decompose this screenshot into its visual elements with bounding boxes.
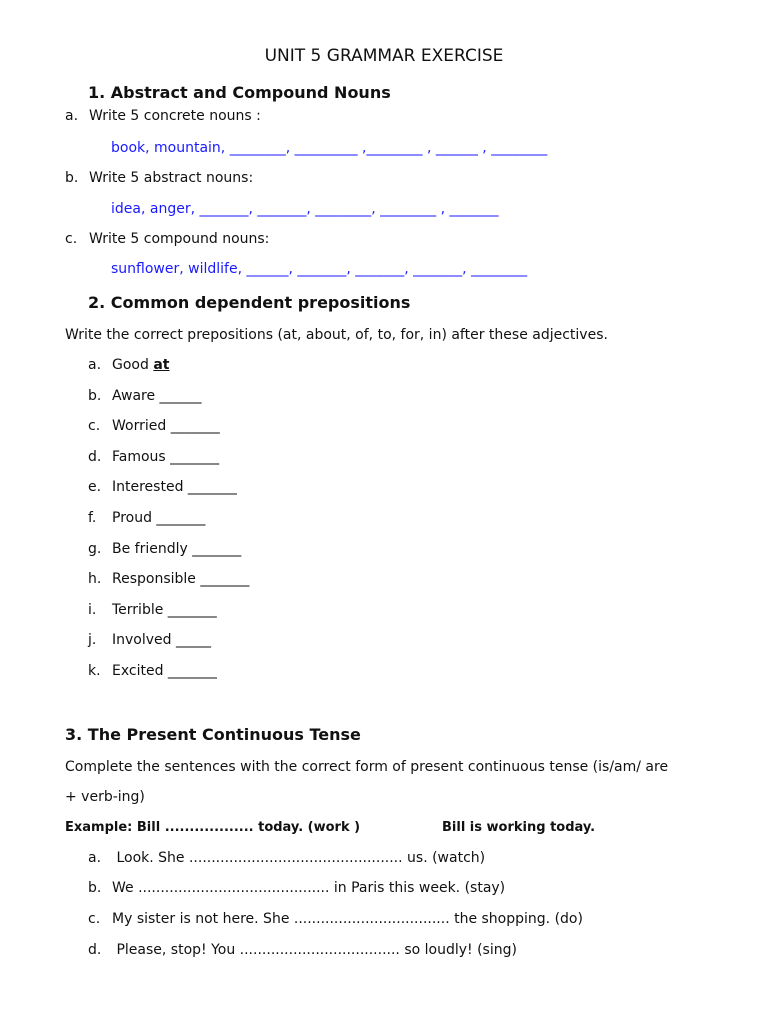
item-word: Involved _____ bbox=[112, 632, 211, 648]
sentence-text: Please, stop! You .................................... so loudly! (sing) bbox=[112, 942, 517, 958]
item-label: d. bbox=[88, 942, 102, 958]
item-word: Famous _______ bbox=[112, 449, 220, 465]
list-item bbox=[88, 510, 205, 526]
item-label: f. bbox=[88, 510, 97, 526]
section2-instruction: Write the correct prepositions (at, about, of, to, for, in) after these adjectives. bbox=[65, 327, 608, 343]
page-title: UNIT 5 GRAMMAR EXERCISE bbox=[264, 46, 504, 66]
list-item bbox=[88, 663, 217, 679]
item-label: a. bbox=[65, 108, 79, 124]
list-item bbox=[88, 602, 217, 618]
list-item bbox=[88, 942, 517, 958]
section1-heading: 1. Abstract and Compound Nouns bbox=[88, 83, 391, 102]
item-label: b. bbox=[88, 388, 102, 404]
section1-b-answer: idea, anger, _______, _______, ________, ________ , _______ bbox=[111, 201, 499, 217]
list-item bbox=[88, 632, 211, 648]
list-item bbox=[88, 388, 202, 404]
sentence-text: Look. She ................................................ us. (watch) bbox=[112, 850, 486, 866]
section1-b-prompt bbox=[65, 170, 253, 186]
section2-heading: 2. Common dependent prepositions bbox=[88, 293, 411, 312]
item-label: k. bbox=[88, 663, 101, 679]
item-label: g. bbox=[88, 541, 102, 557]
item-word: Excited _______ bbox=[112, 663, 217, 679]
item-label: j. bbox=[88, 632, 97, 648]
item-label: b. bbox=[88, 880, 102, 896]
section3-instruction-line2: + verb-ing) bbox=[65, 789, 145, 805]
item-word: Good bbox=[112, 357, 149, 373]
item-word: Worried _______ bbox=[112, 418, 220, 434]
section1-c-prompt bbox=[65, 231, 269, 247]
list-item bbox=[88, 479, 237, 495]
section1-c-answer: sunflower, wildlife, ______, _______, _______, _______, ________ bbox=[111, 261, 528, 277]
item-answer: at bbox=[153, 357, 170, 373]
item-word: Be friendly _______ bbox=[112, 541, 242, 557]
item-word: Responsible _______ bbox=[112, 571, 250, 587]
list-item bbox=[88, 541, 241, 557]
list-item bbox=[88, 418, 220, 434]
list-item bbox=[88, 357, 169, 373]
example-left: Example: Bill .................. today. (work ) bbox=[65, 820, 361, 835]
section3-heading: 3. The Present Continuous Tense bbox=[65, 725, 361, 744]
item-label: a. bbox=[88, 850, 102, 866]
prompt-text: Write 5 abstract nouns: bbox=[89, 170, 254, 186]
item-word: Interested _______ bbox=[112, 479, 237, 495]
item-label: c. bbox=[88, 911, 101, 927]
item-word: Aware ______ bbox=[112, 388, 202, 404]
section3-instruction-line1: Complete the sentences with the correct form of present continuous tense (is/am/ are bbox=[65, 759, 669, 775]
list-item bbox=[88, 911, 583, 927]
list-item bbox=[88, 880, 505, 896]
prompt-text: Write 5 compound nouns: bbox=[89, 231, 270, 247]
item-label: a. bbox=[88, 357, 102, 373]
section1-a-answer: book, mountain, ________, _________ ,________ , ______ , ________ bbox=[111, 140, 548, 156]
item-word: Proud _______ bbox=[112, 510, 206, 526]
section1-a-prompt bbox=[65, 108, 261, 124]
sentence-text: My sister is not here. She ................................... the shopping. (do) bbox=[112, 911, 583, 927]
item-label: c. bbox=[88, 418, 101, 434]
item-label: d. bbox=[88, 449, 102, 465]
item-label: i. bbox=[88, 602, 97, 618]
sentence-text: We ........................................... in Paris this week. (stay) bbox=[112, 880, 506, 896]
item-label: c. bbox=[65, 231, 78, 247]
item-label: b. bbox=[65, 170, 79, 186]
example-right: Bill is working today. bbox=[442, 820, 596, 835]
item-word: Terrible _______ bbox=[112, 602, 217, 618]
list-item bbox=[88, 850, 485, 866]
list-item bbox=[88, 449, 219, 465]
item-label: h. bbox=[88, 571, 102, 587]
prompt-text: Write 5 concrete nouns : bbox=[89, 108, 261, 124]
list-item bbox=[88, 571, 249, 587]
item-label: e. bbox=[88, 479, 102, 495]
